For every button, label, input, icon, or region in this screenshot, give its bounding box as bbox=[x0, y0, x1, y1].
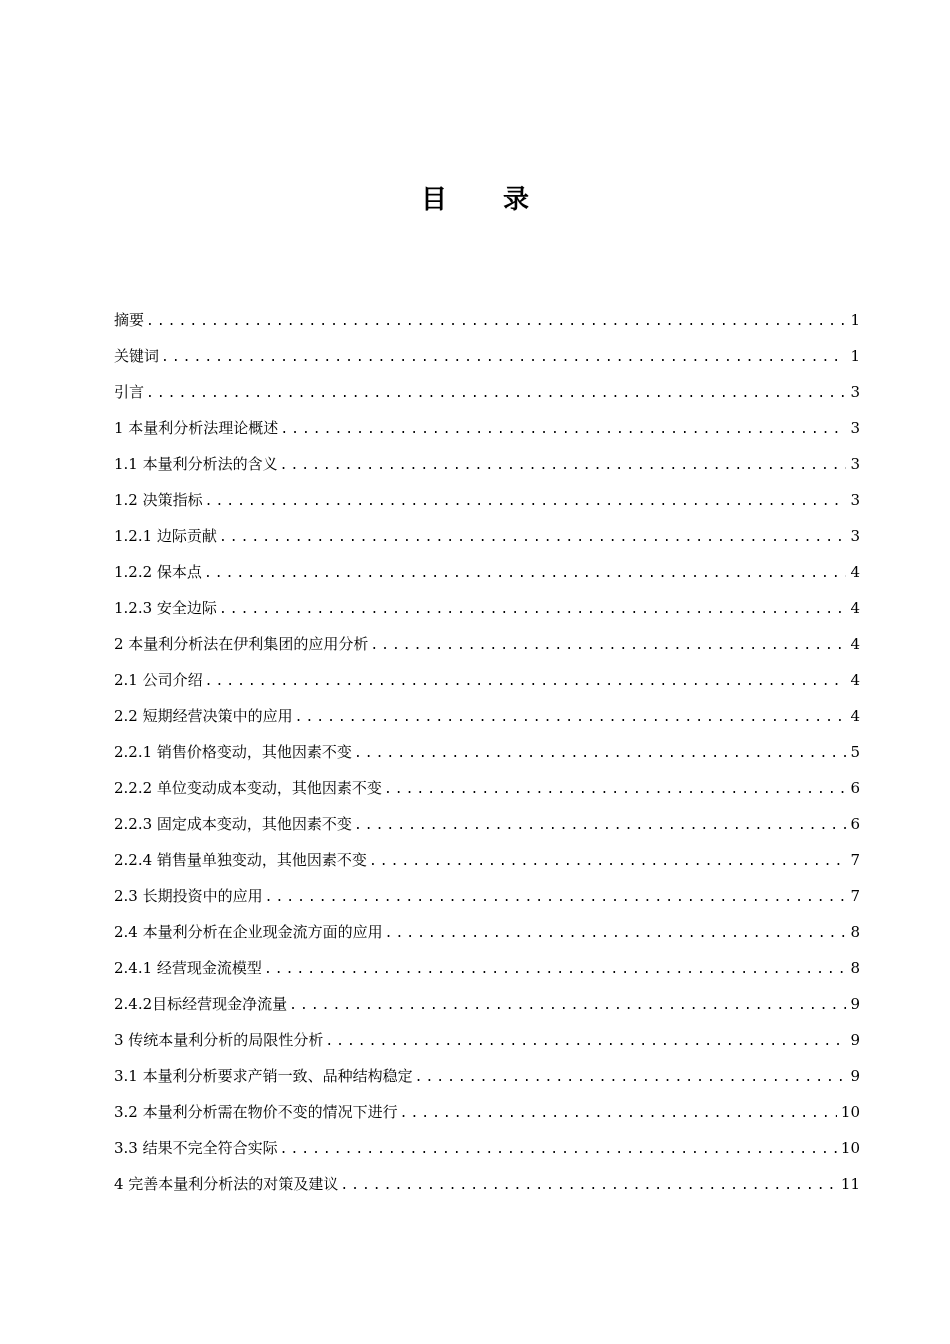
toc-entry-page: 4 bbox=[850, 563, 860, 581]
toc-entry-page: 4 bbox=[850, 671, 860, 689]
toc-entry-page: 9 bbox=[850, 1031, 860, 1049]
toc-entry[interactable] bbox=[114, 770, 860, 806]
toc-entry[interactable] bbox=[114, 986, 860, 1022]
toc-entry-page: 4 bbox=[850, 707, 860, 725]
toc-entry-page: 9 bbox=[850, 1067, 860, 1085]
toc-entry-page: 5 bbox=[850, 743, 860, 761]
toc-entry-label: 2.2.4 销售量单独变动，其他因素不变 bbox=[114, 851, 367, 869]
dot-leader bbox=[205, 484, 847, 520]
toc-entry-page: 3 bbox=[850, 491, 860, 509]
toc-entry[interactable] bbox=[114, 1130, 860, 1166]
toc-entry-page: 8 bbox=[850, 923, 860, 941]
toc-entry-label: 2.4.2目标经营现金净流量 bbox=[114, 995, 288, 1013]
toc-entry-label: 1.2 决策指标 bbox=[114, 491, 203, 509]
toc-entry[interactable] bbox=[114, 1058, 860, 1094]
toc-entry-page: 1 bbox=[850, 347, 860, 365]
toc-entry-page: 9 bbox=[850, 995, 860, 1013]
dot-leader bbox=[280, 448, 847, 484]
toc-entry-page: 4 bbox=[850, 599, 860, 617]
toc-entry-page: 3 bbox=[850, 419, 860, 437]
page-title bbox=[0, 180, 950, 220]
dot-leader bbox=[219, 520, 847, 556]
dot-leader bbox=[280, 412, 846, 448]
toc-entry[interactable] bbox=[114, 914, 860, 950]
dot-leader bbox=[204, 556, 847, 592]
toc-entry-page: 3 bbox=[850, 527, 860, 545]
toc-entry[interactable] bbox=[114, 1166, 860, 1202]
dot-leader bbox=[325, 1024, 846, 1060]
toc-entry-label: 关键词 bbox=[114, 347, 160, 365]
toc-entry-label: 2.4 本量利分析在企业现金流方面的应用 bbox=[114, 923, 383, 941]
toc-entry-label: 2.2 短期经营决策中的应用 bbox=[114, 707, 293, 725]
page-title-char-2: 录 bbox=[503, 185, 530, 215]
toc-entry[interactable] bbox=[114, 374, 860, 410]
toc-entry[interactable] bbox=[114, 1094, 860, 1130]
toc-entry-label: 2.1 公司介绍 bbox=[114, 671, 203, 689]
toc-entry-page: 7 bbox=[850, 851, 860, 869]
toc-entry-label: 2.2.2 单位变动成本变动，其他因素不变 bbox=[114, 779, 382, 797]
dot-leader bbox=[289, 988, 846, 1024]
toc-entry-page: 6 bbox=[850, 779, 860, 797]
toc-entry[interactable] bbox=[114, 950, 860, 986]
dot-leader bbox=[161, 340, 846, 376]
dot-leader bbox=[354, 736, 847, 772]
toc-entry-label: 3.2 本量利分析需在物价不变的情况下进行 bbox=[114, 1103, 398, 1121]
toc-entry-label: 2.2.3 固定成本变动，其他因素不变 bbox=[114, 815, 352, 833]
table-of-contents bbox=[114, 302, 860, 1202]
toc-entry-label: 3.3 结果不完全符合实际 bbox=[114, 1139, 278, 1157]
toc-entry-label: 2.2.1 销售价格变动，其他因素不变 bbox=[114, 743, 352, 761]
toc-entry[interactable] bbox=[114, 1022, 860, 1058]
dot-leader bbox=[295, 700, 847, 736]
toc-entry-page: 3 bbox=[850, 383, 860, 401]
toc-entry-label: 2 本量利分析法在伊利集团的应用分析 bbox=[114, 635, 369, 653]
toc-entry[interactable] bbox=[114, 626, 860, 662]
dot-leader bbox=[146, 376, 846, 412]
toc-entry-page: 1 bbox=[850, 311, 860, 329]
toc-entry-page: 7 bbox=[850, 887, 860, 905]
toc-entry-label: 2.4.1 经营现金流模型 bbox=[114, 959, 262, 977]
toc-entry-page: 10 bbox=[840, 1139, 860, 1157]
toc-entry-label: 1.2.2 保本点 bbox=[114, 563, 202, 581]
toc-entry[interactable] bbox=[114, 554, 860, 590]
toc-entry[interactable] bbox=[114, 338, 860, 374]
dot-leader bbox=[385, 916, 847, 952]
dot-leader bbox=[219, 592, 847, 628]
dot-leader bbox=[205, 664, 847, 700]
toc-entry[interactable] bbox=[114, 482, 860, 518]
toc-entry[interactable] bbox=[114, 878, 860, 914]
toc-entry-page: 10 bbox=[840, 1103, 860, 1121]
toc-entry-label: 1.1 本量利分析法的含义 bbox=[114, 455, 278, 473]
dot-leader bbox=[280, 1132, 837, 1168]
dot-leader bbox=[370, 628, 846, 664]
page-title-char-1: 目 bbox=[420, 185, 447, 215]
dot-leader bbox=[415, 1060, 847, 1096]
toc-entry-label: 摘要 bbox=[114, 311, 145, 329]
dot-leader bbox=[354, 808, 847, 844]
toc-entry[interactable] bbox=[114, 302, 860, 338]
dot-leader bbox=[384, 772, 847, 808]
dot-leader bbox=[400, 1096, 837, 1132]
toc-entry[interactable] bbox=[114, 806, 860, 842]
toc-entry[interactable] bbox=[114, 734, 860, 770]
toc-entry-label: 4 完善本量利分析法的对策及建议 bbox=[114, 1175, 339, 1193]
toc-entry-label: 3 传统本量利分析的局限性分析 bbox=[114, 1031, 324, 1049]
toc-entry-label: 引言 bbox=[114, 383, 145, 401]
toc-entry[interactable] bbox=[114, 662, 860, 698]
toc-entry-page: 4 bbox=[850, 635, 860, 653]
toc-entry[interactable] bbox=[114, 698, 860, 734]
toc-entry[interactable] bbox=[114, 590, 860, 626]
toc-entry-page: 11 bbox=[840, 1175, 860, 1193]
toc-entry-label: 1 本量利分析法理论概述 bbox=[114, 419, 279, 437]
dot-leader bbox=[264, 952, 847, 988]
toc-entry[interactable] bbox=[114, 518, 860, 554]
dot-leader bbox=[369, 844, 847, 880]
toc-entry-label: 3.1 本量利分析要求产销一致、品种结构稳定 bbox=[114, 1067, 413, 1085]
toc-entry-page: 8 bbox=[850, 959, 860, 977]
dot-leader bbox=[265, 880, 847, 916]
dot-leader bbox=[340, 1168, 837, 1204]
dot-leader bbox=[146, 304, 846, 340]
toc-entry-label: 2.3 长期投资中的应用 bbox=[114, 887, 263, 905]
toc-entry-label: 1.2.3 安全边际 bbox=[114, 599, 217, 617]
toc-entry-page: 6 bbox=[850, 815, 860, 833]
toc-entry[interactable] bbox=[114, 446, 860, 482]
toc-entry[interactable] bbox=[114, 842, 860, 878]
toc-entry-page: 3 bbox=[850, 455, 860, 473]
toc-entry-label: 1.2.1 边际贡献 bbox=[114, 527, 217, 545]
toc-entry[interactable] bbox=[114, 410, 860, 446]
